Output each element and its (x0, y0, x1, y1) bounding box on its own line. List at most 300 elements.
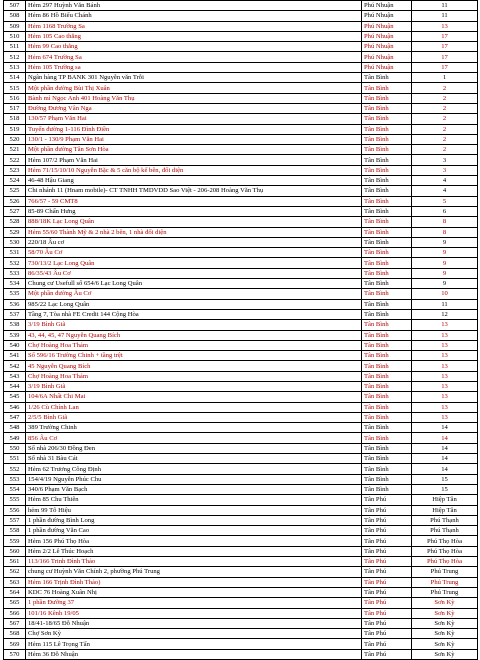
address-table-container (3, 0, 477, 660)
address-cell: Đường Đương Vân Nga (26, 103, 362, 113)
district-cell: Tân Bình (362, 258, 412, 268)
table-row (4, 557, 478, 567)
address-cell: 104/6A Nhất Chi Mai (26, 392, 362, 402)
district-cell: Tân Bình (362, 361, 412, 371)
district-cell: Tân Bình (362, 433, 412, 443)
ward-cell: 9 (412, 268, 478, 278)
row-number-cell: 550 (4, 443, 26, 453)
address-cell: Bành mì Ngọc Anh 401 Hoàng Văn Thụ (26, 93, 362, 103)
address-cell: 58/70 Âu Cơ (26, 248, 362, 258)
address-cell: 3/19 Bình Giã (26, 381, 362, 391)
address-cell: 85-89 Chấn Hưng (26, 206, 362, 216)
address-cell: 113/166 Trinh Đình Thảo (26, 557, 362, 567)
table-row (4, 31, 478, 41)
row-number-cell: 551 (4, 454, 26, 464)
ward-cell: Hiệp Tân (412, 505, 478, 515)
address-cell: 46-48 Hậu Giang (26, 176, 362, 186)
address-cell: 1/26 Cù Chính Lan (26, 402, 362, 412)
district-cell: Tân Bình (362, 464, 412, 474)
district-cell: Tân Bình (362, 402, 412, 412)
table-row (4, 474, 478, 484)
address-cell: 220/18 Âu cơ (26, 237, 362, 247)
row-number-cell: 539 (4, 330, 26, 340)
row-number-cell: 513 (4, 62, 26, 72)
district-cell: Tân Bình (362, 248, 412, 258)
row-number-cell: 530 (4, 237, 26, 247)
district-cell: Tân Bình (362, 217, 412, 227)
row-number-cell: 521 (4, 145, 26, 155)
ward-cell: 14 (412, 443, 478, 453)
row-number-cell: 555 (4, 495, 26, 505)
ward-cell: 14 (412, 433, 478, 443)
ward-cell: Sơn Kỳ (412, 608, 478, 618)
address-cell: Hẻm 85 Chu Thiên (26, 495, 362, 505)
table-row (4, 237, 478, 247)
district-cell: Tân Bình (362, 165, 412, 175)
district-cell: Tân Bình (362, 134, 412, 144)
ward-cell: 14 (412, 464, 478, 474)
row-number-cell: 508 (4, 11, 26, 21)
table-row (4, 629, 478, 639)
district-cell: Tân Bình (362, 227, 412, 237)
table-row (4, 196, 478, 206)
row-number-cell: 511 (4, 42, 26, 52)
address-cell: Hẻm 674 Trường Sa (26, 52, 362, 62)
row-number-cell: 523 (4, 165, 26, 175)
table-row (4, 279, 478, 289)
table-row (4, 515, 478, 525)
district-cell: Tân Bình (362, 206, 412, 216)
ward-cell: 9 (412, 248, 478, 258)
ward-cell: 10 (412, 289, 478, 299)
row-number-cell: 559 (4, 536, 26, 546)
table-row (4, 567, 478, 577)
row-number-cell: 520 (4, 134, 26, 144)
table-row (4, 587, 478, 597)
ward-cell: Phú Thọ Hòa (412, 536, 478, 546)
address-cell: Hẻm 2/2 Lê Thúc Hoạch (26, 546, 362, 556)
ward-cell: 2 (412, 114, 478, 124)
row-number-cell: 527 (4, 206, 26, 216)
row-number-cell: 567 (4, 618, 26, 628)
ward-cell: 13 (412, 340, 478, 350)
district-cell: Tân Bình (362, 289, 412, 299)
address-cell: 985/22 Lạc Long Quân (26, 299, 362, 309)
address-cell: Chợ Hoàng Hoa Thám (26, 371, 362, 381)
table-row (4, 227, 478, 237)
ward-cell: 11 (412, 1, 478, 11)
row-number-cell: 538 (4, 320, 26, 330)
ward-cell: Sơn Kỳ (412, 618, 478, 628)
ward-cell: 2 (412, 124, 478, 134)
district-cell: Tân Bình (362, 155, 412, 165)
ward-cell: 9 (412, 258, 478, 268)
ward-cell: 5 (412, 196, 478, 206)
address-cell: 856 Âu Cơ (26, 433, 362, 443)
address-cell: Số nhà 31 Bàu Cát (26, 454, 362, 464)
district-cell: Tân Bình (362, 340, 412, 350)
table-row (4, 340, 478, 350)
row-number-cell: 522 (4, 155, 26, 165)
ward-cell: Hiệp Tân (412, 495, 478, 505)
ward-cell: Phú Thạnh (412, 526, 478, 536)
row-number-cell: 518 (4, 114, 26, 124)
address-cell: 130/57 Phạm Văn Hai (26, 114, 362, 124)
ward-cell: 15 (412, 474, 478, 484)
row-number-cell: 529 (4, 227, 26, 237)
row-number-cell: 552 (4, 464, 26, 474)
row-number-cell: 540 (4, 340, 26, 350)
row-number-cell: 517 (4, 103, 26, 113)
address-cell: Số 596/16 Trường Chinh + tầng trệt (26, 351, 362, 361)
district-cell: Tân Bình (362, 103, 412, 113)
address-cell: Hẻm 86 Hồ Biểu Chánh (26, 11, 362, 21)
table-row (4, 11, 478, 21)
ward-cell: 2 (412, 103, 478, 113)
ward-cell: 4 (412, 176, 478, 186)
table-row (4, 598, 478, 608)
row-number-cell: 547 (4, 412, 26, 422)
district-cell: Tân Phú (362, 608, 412, 618)
table-row (4, 392, 478, 402)
table-row (4, 155, 478, 165)
district-cell: Tân Bình (362, 237, 412, 247)
table-row (4, 206, 478, 216)
address-cell: Hẻm 99 Cao thắng (26, 42, 362, 52)
row-number-cell: 543 (4, 371, 26, 381)
row-number-cell: 549 (4, 433, 26, 443)
district-cell: Phú Nhuận (362, 21, 412, 31)
address-cell: Một phần đường Âu Cơ (26, 289, 362, 299)
ward-cell: 15 (412, 484, 478, 494)
table-row (4, 546, 478, 556)
table-row (4, 484, 478, 494)
district-cell: Tân Bình (362, 474, 412, 484)
address-cell: 730/13/2 Lạc Long Quân (26, 258, 362, 268)
address-cell: Hẻm 55/60 Thành Mỹ & 2 nhà 2 bên, 1 nhà đối diện (26, 227, 362, 237)
table-row (4, 52, 478, 62)
table-row (4, 361, 478, 371)
row-number-cell: 564 (4, 587, 26, 597)
table-row (4, 248, 478, 258)
ward-cell: 1 (412, 73, 478, 83)
district-cell: Tân Bình (362, 443, 412, 453)
ward-cell: 17 (412, 52, 478, 62)
address-cell: Hẻm 105 Cao thắng (26, 31, 362, 41)
address-cell: Hẻm 297 Huỳnh Văn Bánh (26, 1, 362, 11)
row-number-cell: 570 (4, 649, 26, 659)
district-cell: Tân Phú (362, 567, 412, 577)
table-row (4, 42, 478, 52)
ward-cell: 8 (412, 227, 478, 237)
table-row (4, 21, 478, 31)
table-row (4, 464, 478, 474)
address-table-body (4, 1, 478, 660)
ward-cell: 8 (412, 217, 478, 227)
table-row (4, 62, 478, 72)
address-cell: Một phần đường Bùi Thị Xuân (26, 83, 362, 93)
row-number-cell: 531 (4, 248, 26, 258)
ward-cell: 13 (412, 361, 478, 371)
district-cell: Tân Phú (362, 629, 412, 639)
row-number-cell: 526 (4, 196, 26, 206)
row-number-cell: 554 (4, 484, 26, 494)
ward-cell: Phú Trung (412, 567, 478, 577)
district-cell: Tân Phú (362, 587, 412, 597)
district-cell: Tân Bình (362, 371, 412, 381)
address-cell: Hẻm 107/2 Phạm Văn Hai (26, 155, 362, 165)
ward-cell: 13 (412, 351, 478, 361)
address-cell: 18/41-18/65 Đỗ Nhuận (26, 618, 362, 628)
ward-cell: 13 (412, 402, 478, 412)
ward-cell: 13 (412, 412, 478, 422)
address-cell: 340/6 Phạm Văn Bạch (26, 484, 362, 494)
row-number-cell: 546 (4, 402, 26, 412)
address-cell: chung cư Huỳnh Văn Chính 2, phường Phú Trung (26, 567, 362, 577)
address-cell: 2/5/5 Bình Giã (26, 412, 362, 422)
address-cell: Số nhà 206/30 Đồng Đen (26, 443, 362, 453)
district-cell: Phú Nhuận (362, 11, 412, 21)
ward-cell: 17 (412, 42, 478, 52)
ward-cell: 2 (412, 93, 478, 103)
address-cell: Một phần đường Tân Sơn Hòa (26, 145, 362, 155)
address-table (3, 0, 478, 660)
ward-cell: Phú Thọ Hòa (412, 557, 478, 567)
ward-cell: 11 (412, 11, 478, 21)
table-row (4, 217, 478, 227)
address-cell: Hẻm 62 Trương Công Định (26, 464, 362, 474)
table-row (4, 443, 478, 453)
row-number-cell: 565 (4, 598, 26, 608)
district-cell: Tân Phú (362, 618, 412, 628)
address-cell: Hẻm 1168 Trường Sa (26, 21, 362, 31)
table-row (4, 1, 478, 11)
row-number-cell: 519 (4, 124, 26, 134)
district-cell: Tân Bình (362, 423, 412, 433)
district-cell: Tân Bình (362, 330, 412, 340)
address-cell: 154/4/19 Nguyễn Phúc Chu (26, 474, 362, 484)
ward-cell: Phú Thọ Hòa (412, 546, 478, 556)
row-number-cell: 536 (4, 299, 26, 309)
address-cell: hẻm 99 Tô Hiệu (26, 505, 362, 515)
ward-cell: 14 (412, 423, 478, 433)
ward-cell: 3 (412, 155, 478, 165)
row-number-cell: 561 (4, 557, 26, 567)
address-cell: 86/35/43 Âu Cơ (26, 268, 362, 278)
row-number-cell: 541 (4, 351, 26, 361)
address-cell: Hẻm 71/15/10/10 Nguyễn Bặc & 5 căn bộ kế bên, đối diện (26, 165, 362, 175)
district-cell: Tân Phú (362, 649, 412, 659)
table-row (4, 176, 478, 186)
address-cell: Chi nhánh 11 (Hnam mobile)- CT TNHH TMDVDD Sao Việt - 206-208 Hoàng Văn Thụ (26, 186, 362, 196)
ward-cell: 2 (412, 134, 478, 144)
table-row (4, 299, 478, 309)
address-cell: Tuyến đường 1-116 Đình Điền (26, 124, 362, 134)
address-cell: Hẻm 36 Đỗ Nhuận (26, 649, 362, 659)
address-cell: KDC 76 Hoàng Xuân Nhị (26, 587, 362, 597)
district-cell: Tân Bình (362, 176, 412, 186)
district-cell: Tân Phú (362, 598, 412, 608)
row-number-cell: 512 (4, 52, 26, 62)
table-row (4, 351, 478, 361)
table-row (4, 618, 478, 628)
table-row (4, 454, 478, 464)
table-row (4, 505, 478, 515)
row-number-cell: 525 (4, 186, 26, 196)
district-cell: Tân Phú (362, 639, 412, 649)
row-number-cell: 515 (4, 83, 26, 93)
row-number-cell: 544 (4, 381, 26, 391)
row-number-cell: 528 (4, 217, 26, 227)
table-row (4, 608, 478, 618)
table-row (4, 412, 478, 422)
ward-cell: Sơn Kỳ (412, 649, 478, 659)
table-row (4, 165, 478, 175)
row-number-cell: 566 (4, 608, 26, 618)
row-number-cell: 509 (4, 21, 26, 31)
table-row (4, 268, 478, 278)
ward-cell: 9 (412, 279, 478, 289)
address-cell: 101/16 Kênh 19/05 (26, 608, 362, 618)
row-number-cell: 557 (4, 515, 26, 525)
district-cell: Tân Bình (362, 73, 412, 83)
ward-cell: 14 (412, 454, 478, 464)
row-number-cell: 563 (4, 577, 26, 587)
ward-cell: 13 (412, 381, 478, 391)
district-cell: Tân Bình (362, 454, 412, 464)
row-number-cell: 535 (4, 289, 26, 299)
address-cell: 45 Nguyễn Quang Bích (26, 361, 362, 371)
address-cell: 888/18K Lạc Long Quân (26, 217, 362, 227)
address-cell: Ngân hàng TP BANK 301 Nguyễn văn Trỗi (26, 73, 362, 83)
district-cell: Tân Phú (362, 536, 412, 546)
row-number-cell: 558 (4, 526, 26, 536)
row-number-cell: 537 (4, 309, 26, 319)
table-row (4, 649, 478, 659)
address-cell: Chung cư Usefull số 654/6 Lạc Long Quân (26, 279, 362, 289)
district-cell: Tân Bình (362, 114, 412, 124)
ward-cell: 13 (412, 392, 478, 402)
district-cell: Phú Nhuận (362, 31, 412, 41)
district-cell: Tân Bình (362, 412, 412, 422)
district-cell: Tân Bình (362, 268, 412, 278)
district-cell: Tân Phú (362, 505, 412, 515)
table-row (4, 371, 478, 381)
row-number-cell: 516 (4, 93, 26, 103)
address-cell: Chợ Sơn Kỳ (26, 629, 362, 639)
ward-cell: Phú Trung (412, 587, 478, 597)
table-row (4, 289, 478, 299)
row-number-cell: 507 (4, 1, 26, 11)
district-cell: Tân Phú (362, 526, 412, 536)
row-number-cell: 514 (4, 73, 26, 83)
district-cell: Tân Bình (362, 309, 412, 319)
ward-cell: 3 (412, 165, 478, 175)
district-cell: Tân Bình (362, 279, 412, 289)
address-cell: 1 phần Đường 37 (26, 598, 362, 608)
row-number-cell: 560 (4, 546, 26, 556)
district-cell: Tân Bình (362, 196, 412, 206)
address-cell: Chợ Hoàng Hoa Thám (26, 340, 362, 350)
district-cell: Tân Bình (362, 381, 412, 391)
address-cell: 766/57 - 59 CMT8 (26, 196, 362, 206)
ward-cell: 11 (412, 299, 478, 309)
district-cell: Tân Bình (362, 320, 412, 330)
district-cell: Tân Bình (362, 484, 412, 494)
address-cell: Hẻm 156 Phú Thọ Hòa (26, 536, 362, 546)
ward-cell: Phú Thạnh (412, 515, 478, 525)
district-cell: Tân Bình (362, 145, 412, 155)
district-cell: Phú Nhuận (362, 52, 412, 62)
table-row (4, 83, 478, 93)
district-cell: Tân Bình (362, 186, 412, 196)
district-cell: Phú Nhuận (362, 42, 412, 52)
district-cell: Tân Bình (362, 124, 412, 134)
row-number-cell: 548 (4, 423, 26, 433)
ward-cell: 13 (412, 21, 478, 31)
table-row (4, 433, 478, 443)
ward-cell: 9 (412, 237, 478, 247)
row-number-cell: 533 (4, 268, 26, 278)
address-cell: 389 Trường Chinh (26, 423, 362, 433)
table-row (4, 526, 478, 536)
address-cell: 3/19 Bình Giã (26, 320, 362, 330)
row-number-cell: 532 (4, 258, 26, 268)
row-number-cell: 524 (4, 176, 26, 186)
district-cell: Tân Phú (362, 546, 412, 556)
ward-cell: 17 (412, 62, 478, 72)
ward-cell: 13 (412, 371, 478, 381)
address-cell: 43, 44, 45, 47 Nguyễn Quang Bích (26, 330, 362, 340)
ward-cell: 6 (412, 206, 478, 216)
district-cell: Tân Bình (362, 351, 412, 361)
ward-cell: 13 (412, 330, 478, 340)
address-cell: 130/1 - 130/9 Phạm Văn Hai (26, 134, 362, 144)
ward-cell: Sơn Kỳ (412, 598, 478, 608)
table-row (4, 258, 478, 268)
ward-cell: 2 (412, 83, 478, 93)
district-cell: Phú Nhuận (362, 62, 412, 72)
row-number-cell: 556 (4, 505, 26, 515)
district-cell: Phú Nhuận (362, 1, 412, 11)
table-row (4, 93, 478, 103)
table-row (4, 402, 478, 412)
address-cell: 1 phần đường Bình Long (26, 515, 362, 525)
table-row (4, 536, 478, 546)
district-cell: Tân Phú (362, 515, 412, 525)
row-number-cell: 534 (4, 279, 26, 289)
table-row (4, 381, 478, 391)
row-number-cell: 569 (4, 639, 26, 649)
district-cell: Tân Phú (362, 577, 412, 587)
ward-cell: Phú Trung (412, 577, 478, 587)
row-number-cell: 568 (4, 629, 26, 639)
table-row (4, 145, 478, 155)
table-row (4, 309, 478, 319)
row-number-cell: 545 (4, 392, 26, 402)
row-number-cell: 562 (4, 567, 26, 577)
table-row (4, 134, 478, 144)
district-cell: Tân Bình (362, 93, 412, 103)
ward-cell: 2 (412, 145, 478, 155)
ward-cell: Sơn Kỳ (412, 639, 478, 649)
ward-cell: 13 (412, 320, 478, 330)
address-cell: Tầng 7, Tòa nhà FE Credit 144 Cộng Hòa (26, 309, 362, 319)
table-row (4, 103, 478, 113)
ward-cell: 4 (412, 186, 478, 196)
table-row (4, 124, 478, 134)
table-row (4, 320, 478, 330)
